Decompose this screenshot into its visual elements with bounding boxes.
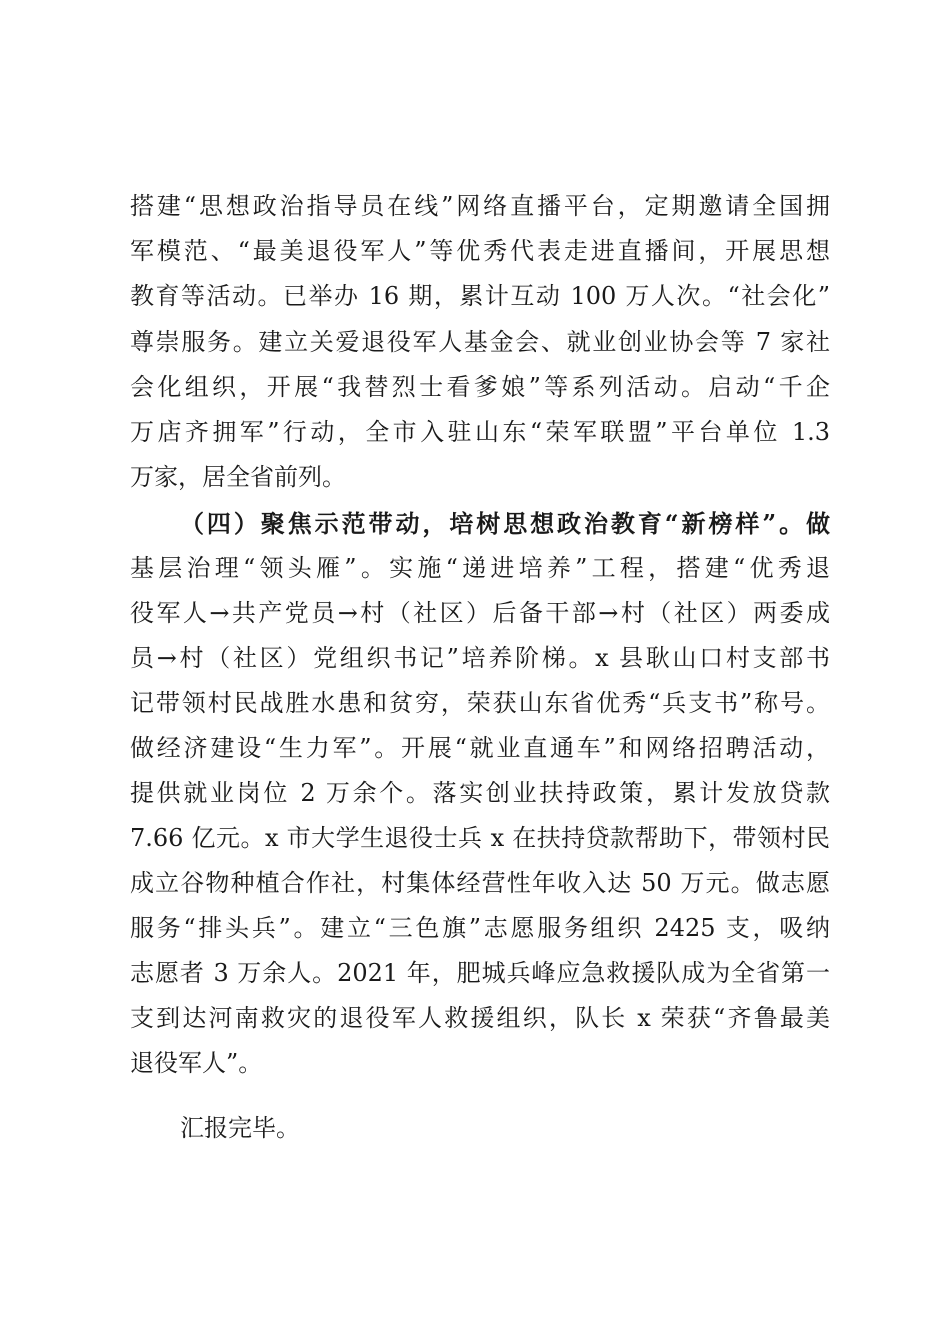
text-line: 成立谷物种植合作社，村集体经营性年收入达 50 万元。做志愿 bbox=[130, 869, 830, 897]
text-line: 服务“排头兵”。建立“三色旗”志愿服务组织 2425 支，吸纳 bbox=[130, 914, 830, 942]
text-line: 搭建“思想政治指导员在线”网络直播平台，定期邀请全国拥 bbox=[130, 192, 830, 220]
closing-line: 汇报完毕。 bbox=[180, 1114, 300, 1142]
text-line: 会化组织，开展“我替烈士看爹娘”等系列活动。启动“千企 bbox=[130, 373, 830, 401]
text-line: 万家，居全省前列。 bbox=[130, 463, 346, 491]
text-line: 提供就业岗位 2 万余个。落实创业扶持政策，累计发放贷款 bbox=[130, 779, 830, 807]
text-line: 尊崇服务。建立关爱退役军人基金会、就业创业协会等 7 家社 bbox=[130, 328, 830, 356]
text-line: 记带领村民战胜水患和贫穷，荣获山东省优秀“兵支书”称号。 bbox=[130, 689, 830, 717]
text-line: 军模范、“最美退役军人”等优秀代表走进直播间，开展思想 bbox=[130, 237, 830, 265]
text-line: 万店齐拥军”行动，全市入驻山东“荣军联盟”平台单位 1.3 bbox=[130, 418, 830, 446]
text-line: 教育等活动。已举办 16 期，累计互动 100 万人次。“社会化” bbox=[130, 282, 830, 310]
text-line: 役军人→共产党员→村（社区）后备干部→村（社区）两委成 bbox=[130, 599, 830, 627]
section-heading-line: （四）聚焦示范带动，培树思想政治教育“新榜样”。做 bbox=[180, 509, 830, 538]
text-line: 支到达河南救灾的退役军人救援组织，队长 x 荣获“齐鲁最美 bbox=[130, 1004, 830, 1032]
text-line: 退役军人”。 bbox=[130, 1049, 263, 1077]
text-line: 志愿者 3 万余人。2021 年，肥城兵峰应急救援队成为全省第一 bbox=[130, 959, 830, 987]
text-line: 基层治理“领头雁”。实施“递进培养”工程，搭建“优秀退 bbox=[130, 554, 830, 582]
text-line: 员→村（社区）党组织书记”培养阶梯。x 县耿山口村支部书 bbox=[130, 644, 830, 672]
text-line: 做经济建设“生力军”。开展“就业直通车”和网络招聘活动， bbox=[130, 734, 830, 762]
text-line: 7.66 亿元。x 市大学生退役士兵 x 在扶持贷款帮助下，带领村民 bbox=[130, 824, 830, 852]
